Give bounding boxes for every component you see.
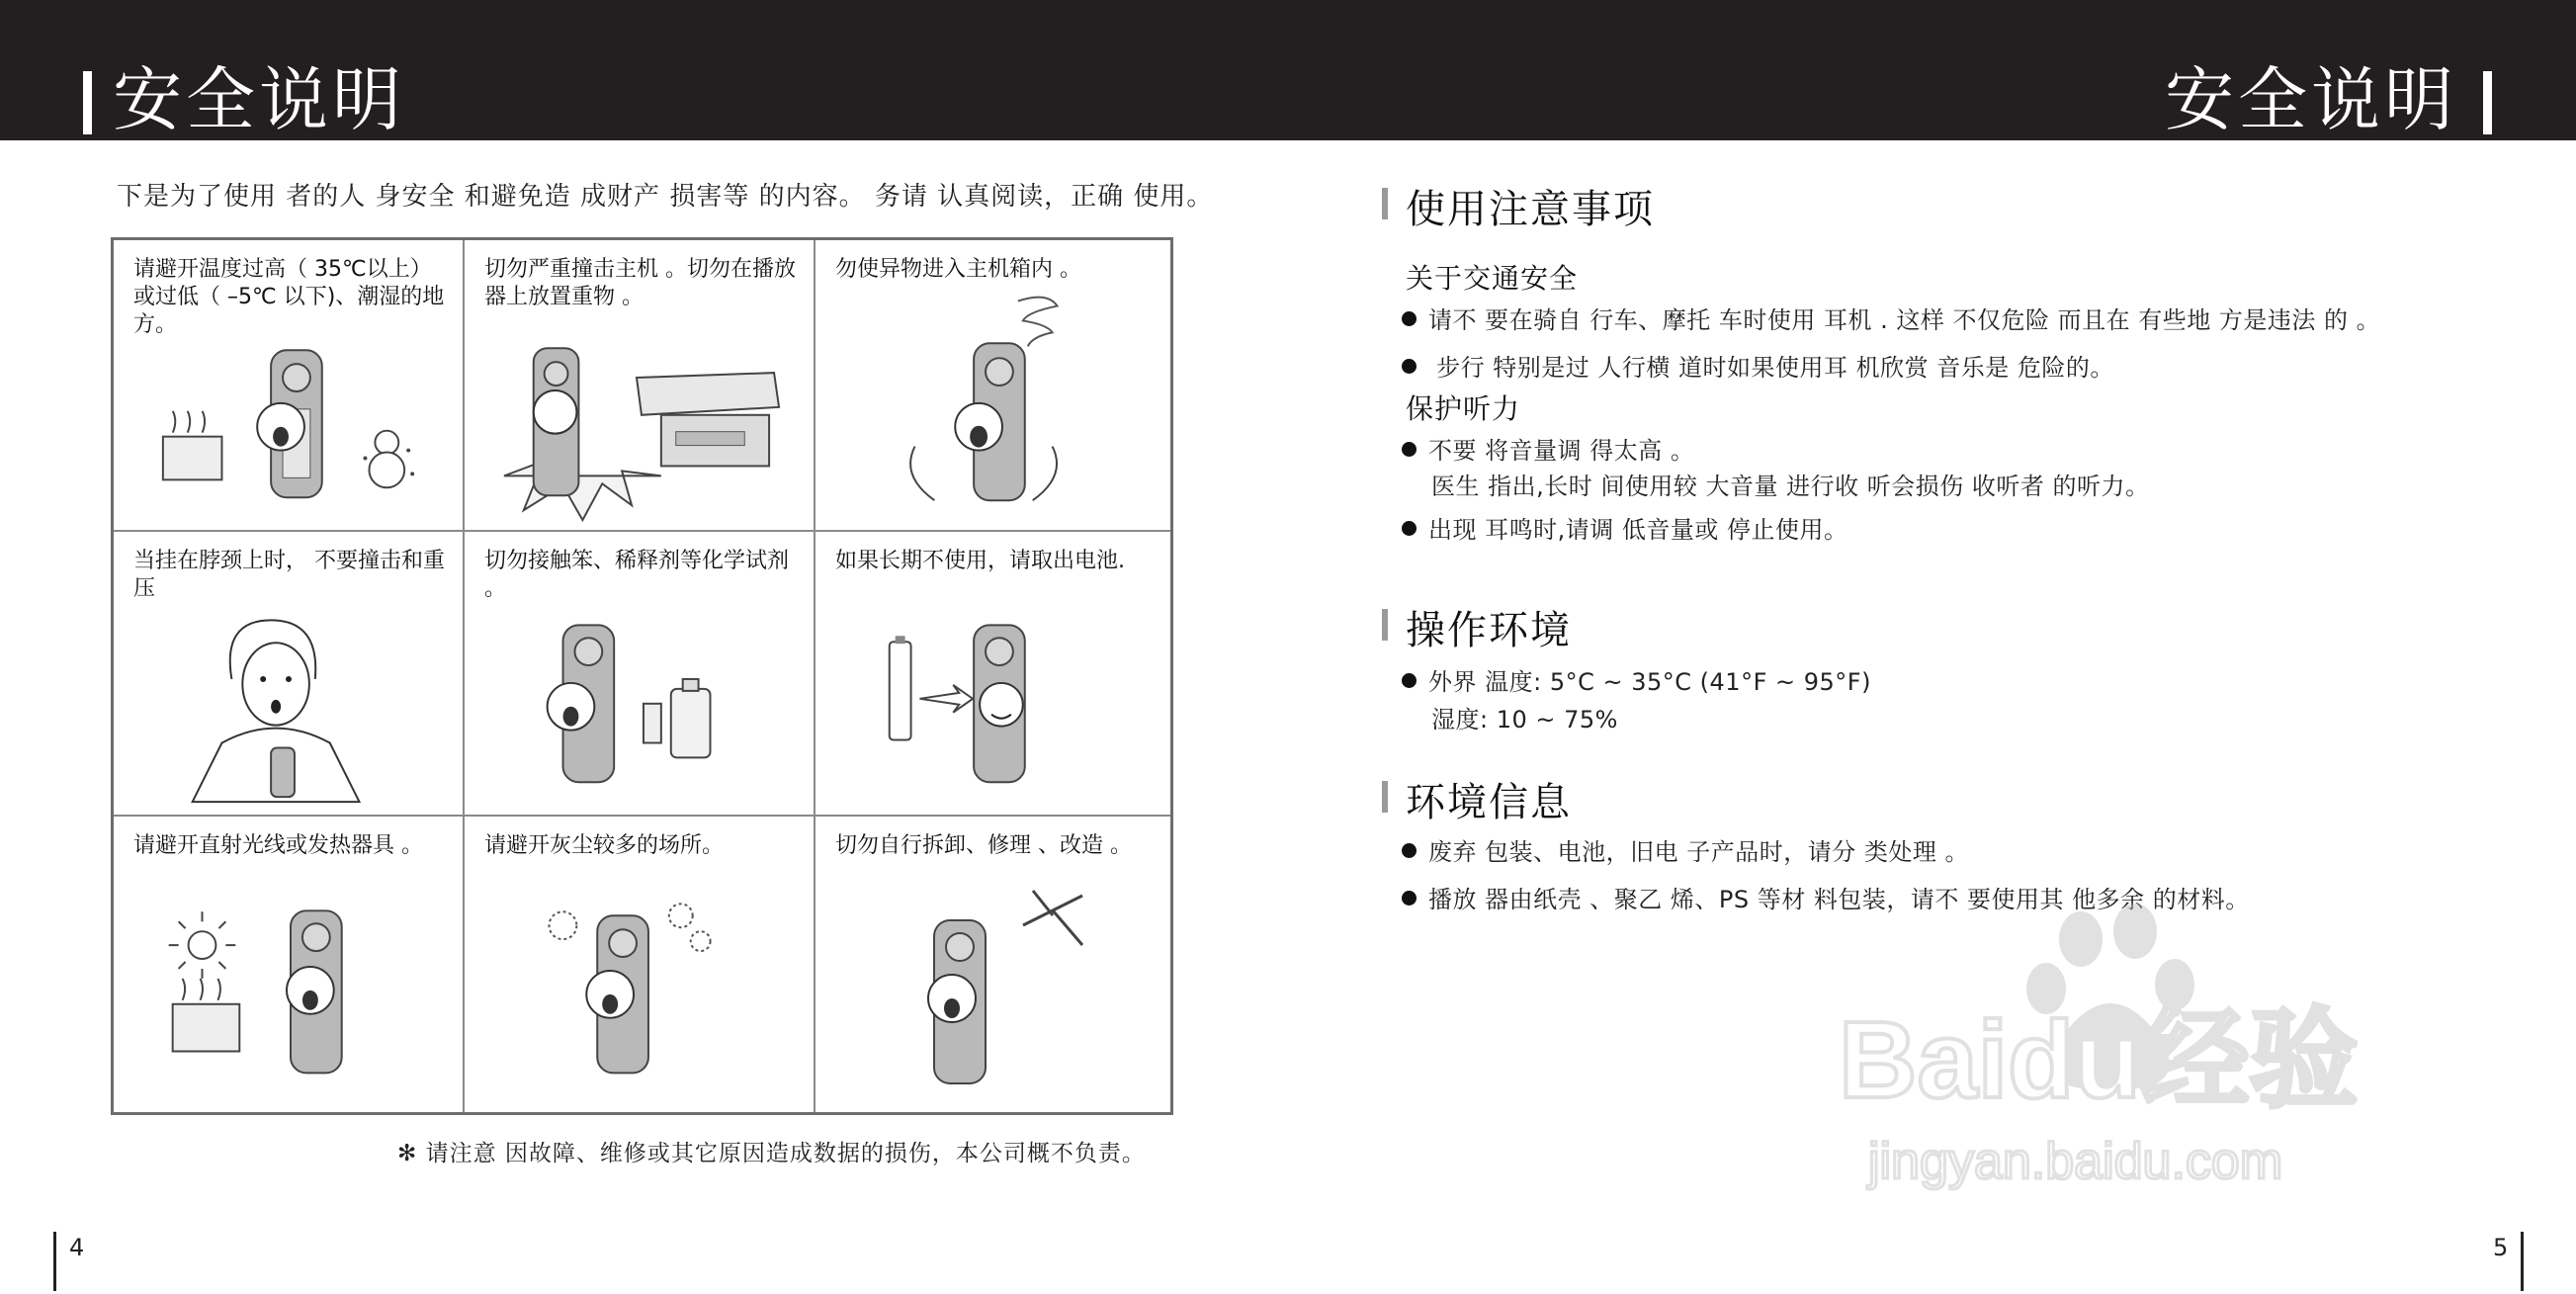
page-mark-left <box>53 1232 56 1291</box>
cell-text: 如果长期不使用，请取出电池. <box>835 549 1125 573</box>
sunlight-icon <box>114 817 463 1112</box>
cell-text: 请避开温度过高（ 35℃以上） 或过低（ –5℃ 以下)、潮湿的地方。 <box>133 257 445 337</box>
bullet-dot <box>1402 843 1417 858</box>
bullet-text: 不要 将音量调 得太高 。 <box>1428 437 1695 465</box>
disassemble-icon <box>816 817 1170 1112</box>
section-title-info: 环境信息 <box>1406 780 1572 825</box>
intro-text: 下是为了使用 者的人 身安全 和避免造 成财产 损害等 的内容。 务请 认真阅读，正确 使用。 <box>117 182 1214 212</box>
hearing-item <box>1402 510 1848 545</box>
hearing-item <box>1402 431 1694 466</box>
section-bar <box>1382 188 1388 219</box>
traffic-item <box>1402 348 2114 383</box>
cell-text: 切勿自行拆卸、修理 、改造 。 <box>835 833 1132 858</box>
environment-item-continued: 湿度: 10 ~ 75% <box>1431 706 1618 733</box>
cell-text: 勿使异物进入主机箱内 。 <box>835 257 1081 282</box>
bullet-dot <box>1402 359 1417 374</box>
bullet-text: 废弃 包装、电池，旧电 子产品时，请分 类处理 。 <box>1428 838 1970 866</box>
cell-text: 请避开直射光线或发热器具 。 <box>133 833 423 858</box>
bullet-dot <box>1402 673 1417 688</box>
footnote: ✻ 请注意 因故障、维修或其它原因造成数据的损伤，本公司概不负责。 <box>397 1141 1146 1166</box>
baidu-watermark-logo <box>1829 900 2422 1196</box>
safety-cell <box>465 817 816 1112</box>
safety-cell <box>114 532 465 817</box>
bullet-text: 出现 耳鸣时,请调 低音量或 停止使用。 <box>1428 516 1848 544</box>
safety-cell <box>816 532 1170 817</box>
bullet-dot <box>1402 521 1417 536</box>
bullet-dot <box>1402 311 1417 326</box>
bullet-text: 请不 要在骑自 行车、摩托 车时使用 耳机 . 这样 不仅危险 而且在 有些地 方是违法 的 。 <box>1428 306 2381 334</box>
bullet-dot <box>1402 891 1417 906</box>
environment-item <box>1402 662 1871 697</box>
dust-icon <box>465 817 814 1112</box>
watermark-url: jingyan.baidu.com <box>1868 1133 2283 1190</box>
bullet-text: 外界 温度: 5°C ~ 35°C (41°F ~ 95°F) <box>1428 668 1871 696</box>
section-title-environment: 操作环境 <box>1406 608 1572 653</box>
cell-text: 切勿严重撞击主机 。切勿在播放器上放置重物 。 <box>484 257 796 309</box>
safety-cell <box>816 240 1170 532</box>
info-item <box>1402 832 1969 867</box>
cell-text: 请避开灰尘较多的场所。 <box>484 833 725 858</box>
cell-text: 当挂在脖颈上时， 不要撞击和重压 <box>133 549 445 601</box>
safety-cell <box>465 240 816 532</box>
page-mark-right <box>2521 1232 2524 1291</box>
title-right-mark <box>2483 71 2492 134</box>
watermark-brand: Baidu经验 <box>1839 999 2359 1121</box>
safety-cell <box>816 817 1170 1112</box>
title-left-mark <box>83 71 92 134</box>
safety-cell <box>114 240 465 532</box>
page-number-left: 4 <box>69 1234 85 1261</box>
bullet-dot <box>1402 442 1417 457</box>
bullet-text: 步行 特别是过 人行横 道时如果使用耳 机欣赏 音乐是 危险的。 <box>1428 354 2114 382</box>
safety-cell <box>465 532 816 817</box>
page-title-left: 安全说明 <box>113 59 405 140</box>
traffic-item <box>1402 301 2380 335</box>
hearing-item-continued: 医生 指出,长时 间使用较 大音量 进行收 听会损伤 收听者 的听力。 <box>1431 473 2150 500</box>
section-bar <box>1382 781 1388 813</box>
safety-cell <box>114 817 465 1112</box>
bullet-text: 播放 器由纸壳 、聚乙 烯、PS 等材 料包装，请不 要使用其 他多余 的材料。 <box>1428 886 2250 913</box>
header-bar <box>0 0 2576 140</box>
section-title-usage: 使用注意事项 <box>1406 187 1655 232</box>
hearing-heading: 保护听力 <box>1406 392 1521 425</box>
page-title-right: 安全说明 <box>2165 59 2457 140</box>
safety-grid <box>111 237 1173 1115</box>
page-number-right: 5 <box>2493 1234 2509 1261</box>
section-bar <box>1382 609 1388 641</box>
traffic-heading: 关于交通安全 <box>1406 262 1579 295</box>
cell-text: 切勿接触笨、稀释剂等化学试剂 。 <box>484 549 790 601</box>
